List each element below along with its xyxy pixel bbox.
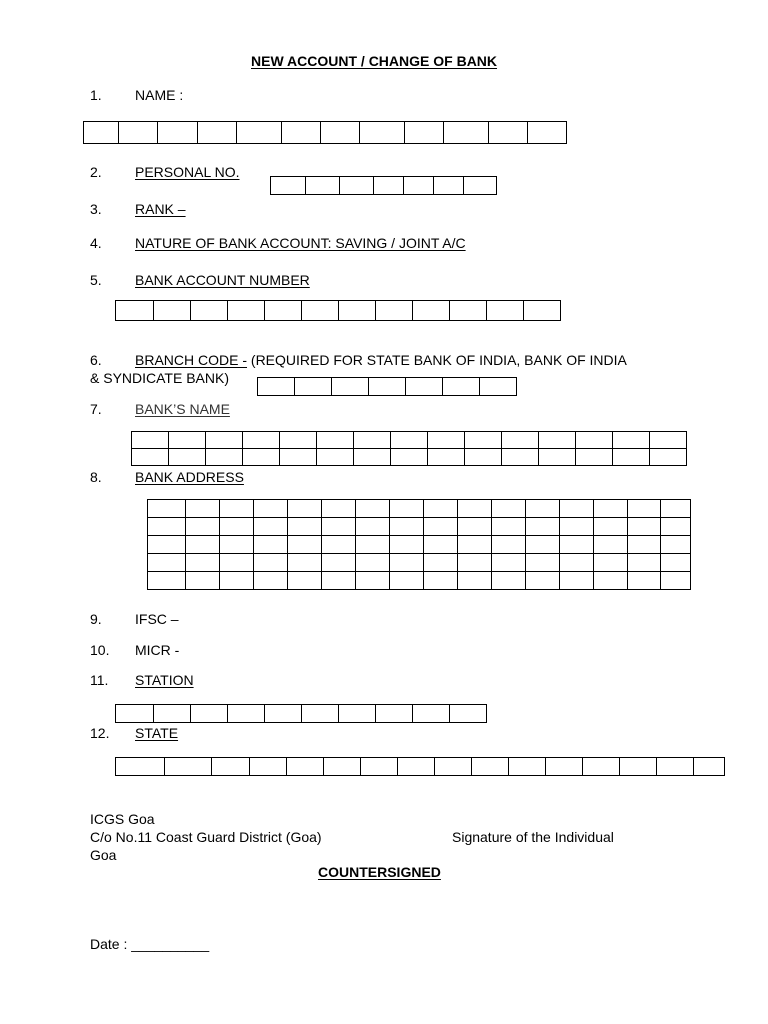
char-box[interactable]	[449, 704, 487, 723]
char-box[interactable]	[321, 517, 356, 536]
char-box[interactable]	[433, 176, 464, 195]
char-box[interactable]	[249, 757, 287, 776]
char-box[interactable]	[301, 300, 339, 321]
item-number-12: 12.	[90, 725, 110, 741]
char-box[interactable]	[118, 121, 158, 144]
char-box[interactable]	[423, 517, 458, 536]
char-box[interactable]	[457, 517, 492, 536]
char-box[interactable]	[321, 535, 356, 554]
item-number-7: 7.	[90, 401, 102, 417]
personal-no-boxes[interactable]	[270, 176, 496, 194]
char-box[interactable]	[649, 431, 687, 449]
box-row	[147, 553, 690, 571]
item-number-9: 9.	[90, 611, 102, 627]
char-box[interactable]	[355, 517, 390, 536]
box-row	[270, 176, 496, 194]
char-box[interactable]	[389, 535, 424, 554]
char-box[interactable]	[397, 757, 435, 776]
char-box[interactable]	[508, 757, 546, 776]
char-box[interactable]	[593, 499, 628, 518]
char-box[interactable]	[389, 571, 424, 590]
char-box[interactable]	[316, 448, 354, 466]
char-box[interactable]	[236, 121, 282, 144]
char-box[interactable]	[491, 571, 526, 590]
char-box[interactable]	[219, 517, 254, 536]
char-box[interactable]	[479, 377, 517, 396]
char-box[interactable]	[427, 448, 465, 466]
station-label: STATION	[135, 672, 194, 688]
char-box[interactable]	[471, 757, 509, 776]
account-nature-label: NATURE OF BANK ACCOUNT: SAVING / JOINT A/C	[135, 235, 466, 251]
char-box[interactable]	[219, 535, 254, 554]
form-title: NEW ACCOUNT / CHANGE OF BANK	[251, 53, 498, 69]
char-box[interactable]	[147, 499, 186, 518]
char-box[interactable]	[575, 448, 613, 466]
char-box[interactable]	[219, 553, 254, 572]
char-box[interactable]	[660, 553, 691, 572]
char-box[interactable]	[305, 176, 340, 195]
char-box[interactable]	[649, 448, 687, 466]
char-box[interactable]	[264, 300, 302, 321]
char-box[interactable]	[693, 757, 725, 776]
item-number-4: 4.	[90, 235, 102, 251]
char-box[interactable]	[593, 517, 628, 536]
char-box[interactable]	[355, 571, 390, 590]
char-box[interactable]	[279, 448, 317, 466]
char-box[interactable]	[321, 553, 356, 572]
char-box[interactable]	[449, 300, 487, 321]
char-box[interactable]	[491, 499, 526, 518]
item-number-8: 8.	[90, 469, 102, 485]
box-row	[147, 535, 690, 553]
char-box[interactable]	[115, 300, 154, 321]
char-box[interactable]	[627, 571, 661, 590]
bank-name-label: BANK’S NAME	[135, 401, 230, 417]
name-label: NAME :	[135, 87, 184, 103]
char-box[interactable]	[197, 121, 237, 144]
char-box[interactable]	[427, 431, 465, 449]
char-box[interactable]	[242, 431, 280, 449]
char-box[interactable]	[355, 499, 390, 518]
box-row	[257, 377, 516, 395]
char-box[interactable]	[287, 571, 322, 590]
char-box[interactable]	[464, 431, 502, 449]
char-box[interactable]	[164, 757, 212, 776]
branch-code-heading	[135, 353, 627, 367]
char-box[interactable]	[185, 535, 220, 554]
item-number-5: 5.	[90, 272, 102, 288]
char-box[interactable]	[373, 176, 404, 195]
char-box[interactable]	[219, 499, 254, 518]
box-row	[115, 704, 486, 722]
char-box[interactable]	[323, 757, 361, 776]
char-box[interactable]	[559, 517, 594, 536]
char-box[interactable]	[527, 121, 567, 144]
char-box[interactable]	[491, 535, 526, 554]
char-box[interactable]	[525, 553, 560, 572]
char-box[interactable]	[390, 448, 428, 466]
char-box[interactable]	[660, 499, 691, 518]
char-box[interactable]	[185, 499, 220, 518]
char-box[interactable]	[559, 499, 594, 518]
char-box[interactable]	[147, 517, 186, 536]
office-address-line3: Goa	[90, 847, 117, 863]
char-box[interactable]	[281, 121, 321, 144]
char-box[interactable]	[559, 571, 594, 590]
box-row	[147, 571, 690, 589]
box-row	[83, 121, 566, 143]
char-box[interactable]	[264, 704, 302, 723]
char-box[interactable]	[412, 704, 450, 723]
char-box[interactable]	[423, 535, 458, 554]
char-box[interactable]	[627, 553, 661, 572]
char-box[interactable]	[253, 553, 288, 572]
char-box[interactable]	[301, 704, 339, 723]
char-box[interactable]	[463, 176, 497, 195]
char-box[interactable]	[612, 431, 650, 449]
item-number-6: 6.	[90, 352, 102, 368]
char-box[interactable]	[389, 517, 424, 536]
char-box[interactable]	[353, 431, 391, 449]
char-box[interactable]	[403, 176, 434, 195]
item-number-1: 1.	[90, 87, 102, 103]
char-box[interactable]	[115, 757, 165, 776]
char-box[interactable]	[501, 448, 539, 466]
char-box[interactable]	[253, 571, 288, 590]
char-box[interactable]	[457, 553, 492, 572]
char-box[interactable]	[593, 553, 628, 572]
char-box[interactable]	[525, 535, 560, 554]
char-box[interactable]	[360, 757, 398, 776]
char-box[interactable]	[205, 431, 243, 449]
char-box[interactable]	[185, 571, 220, 590]
branch-code-note: (REQUIRED FOR STATE BANK OF INDIA, BANK OF INDIA	[247, 352, 627, 368]
char-box[interactable]	[286, 757, 324, 776]
char-box[interactable]	[190, 704, 228, 723]
char-box[interactable]	[153, 704, 191, 723]
box-row	[115, 757, 724, 775]
char-box[interactable]	[523, 300, 561, 321]
char-box[interactable]	[157, 121, 198, 144]
box-row	[115, 300, 560, 320]
box-row	[147, 517, 690, 535]
bank-name-boxes[interactable]	[131, 431, 686, 465]
char-box[interactable]	[321, 571, 356, 590]
char-box[interactable]	[405, 377, 443, 396]
char-box[interactable]	[627, 535, 661, 554]
micr-label: MICR -	[135, 642, 180, 658]
char-box[interactable]	[185, 517, 220, 536]
char-box[interactable]	[338, 300, 376, 321]
box-row	[131, 431, 686, 448]
char-box[interactable]	[488, 121, 528, 144]
char-box[interactable]	[619, 757, 657, 776]
char-box[interactable]	[538, 448, 576, 466]
char-box[interactable]	[131, 431, 169, 449]
char-box[interactable]	[375, 300, 413, 321]
char-box[interactable]	[83, 121, 119, 144]
countersigned-heading: COUNTERSIGNED	[318, 864, 441, 880]
char-box[interactable]	[316, 431, 354, 449]
char-box[interactable]	[525, 517, 560, 536]
char-box[interactable]	[338, 704, 376, 723]
char-box[interactable]	[423, 571, 458, 590]
char-box[interactable]	[168, 448, 206, 466]
char-box[interactable]	[115, 704, 154, 723]
char-box[interactable]	[320, 121, 360, 144]
char-box[interactable]	[593, 571, 628, 590]
personal-no-label: PERSONAL NO.	[135, 164, 240, 180]
state-boxes[interactable]	[115, 757, 724, 775]
char-box[interactable]	[390, 431, 428, 449]
char-box[interactable]	[404, 121, 444, 144]
char-box[interactable]	[423, 499, 458, 518]
char-box[interactable]	[211, 757, 250, 776]
account-number-boxes[interactable]	[115, 300, 560, 320]
item-number-2: 2.	[90, 164, 102, 180]
name-boxes[interactable]	[83, 121, 566, 143]
char-box[interactable]	[457, 535, 492, 554]
char-box[interactable]	[287, 553, 322, 572]
char-box[interactable]	[491, 553, 526, 572]
char-box[interactable]	[660, 535, 691, 554]
char-box[interactable]	[147, 535, 186, 554]
char-box[interactable]	[656, 757, 694, 776]
office-address-line2: C/o No.11 Coast Guard District (Goa)	[90, 829, 322, 845]
char-box[interactable]	[627, 499, 661, 518]
char-box[interactable]	[321, 499, 356, 518]
office-address-line1: ICGS Goa	[90, 811, 155, 827]
ifsc-label: IFSC –	[135, 611, 179, 627]
signature-label: Signature of the Individual	[452, 829, 614, 845]
char-box[interactable]	[279, 431, 317, 449]
char-box[interactable]	[185, 553, 220, 572]
char-box[interactable]	[538, 431, 576, 449]
char-box[interactable]	[559, 553, 594, 572]
char-box[interactable]	[355, 535, 390, 554]
char-box[interactable]	[457, 571, 492, 590]
char-box[interactable]	[457, 499, 492, 518]
char-box[interactable]	[147, 553, 186, 572]
char-box[interactable]	[153, 300, 191, 321]
account-number-label: BANK ACCOUNT NUMBER	[135, 272, 310, 288]
char-box[interactable]	[660, 571, 691, 590]
char-box[interactable]	[545, 757, 583, 776]
char-box[interactable]	[190, 300, 228, 321]
char-box[interactable]	[412, 300, 450, 321]
char-box[interactable]	[389, 553, 424, 572]
char-box[interactable]	[442, 377, 480, 396]
char-box[interactable]	[501, 431, 539, 449]
char-box[interactable]	[227, 704, 265, 723]
branch-code-label: BRANCH CODE -	[135, 352, 248, 368]
char-box[interactable]	[287, 499, 322, 518]
char-box[interactable]	[287, 535, 322, 554]
char-box[interactable]	[205, 448, 243, 466]
branch-code-boxes[interactable]	[257, 377, 516, 395]
char-box[interactable]	[368, 377, 406, 396]
char-box[interactable]	[270, 176, 306, 195]
station-boxes[interactable]	[115, 704, 486, 722]
char-box[interactable]	[147, 571, 186, 590]
char-box[interactable]	[375, 704, 413, 723]
rank-label: RANK –	[135, 201, 186, 217]
char-box[interactable]	[253, 535, 288, 554]
char-box[interactable]	[491, 517, 526, 536]
char-box[interactable]	[339, 176, 374, 195]
branch-code-note-line2: & SYNDICATE BANK)	[90, 370, 229, 386]
char-box[interactable]	[434, 757, 472, 776]
char-box[interactable]	[525, 571, 560, 590]
char-box[interactable]	[257, 377, 295, 396]
char-box[interactable]	[168, 431, 206, 449]
char-box[interactable]	[443, 121, 489, 144]
char-box[interactable]	[353, 448, 391, 466]
char-box[interactable]	[219, 571, 254, 590]
char-box[interactable]	[593, 535, 628, 554]
char-box[interactable]	[525, 499, 560, 518]
char-box[interactable]	[253, 517, 288, 536]
char-box[interactable]	[287, 517, 322, 536]
char-box[interactable]	[253, 499, 288, 518]
char-box[interactable]	[355, 553, 390, 572]
char-box[interactable]	[612, 448, 650, 466]
char-box[interactable]	[660, 517, 691, 536]
bank-address-boxes[interactable]	[147, 499, 690, 589]
state-label: STATE	[135, 725, 179, 741]
bank-address-label: BANK ADDRESS	[135, 469, 244, 485]
item-number-10: 10.	[90, 642, 110, 658]
char-box[interactable]	[559, 535, 594, 554]
char-box[interactable]	[331, 377, 369, 396]
char-box[interactable]	[582, 757, 620, 776]
char-box[interactable]	[627, 517, 661, 536]
char-box[interactable]	[575, 431, 613, 449]
item-number-3: 3.	[90, 201, 102, 217]
item-number-11: 11.	[90, 672, 109, 688]
char-box[interactable]	[423, 553, 458, 572]
box-row	[147, 499, 690, 517]
char-box[interactable]	[131, 448, 169, 466]
char-box[interactable]	[242, 448, 280, 466]
char-box[interactable]	[294, 377, 332, 396]
char-box[interactable]	[464, 448, 502, 466]
char-box[interactable]	[486, 300, 524, 321]
date-field: Date : __________	[90, 936, 210, 952]
char-box[interactable]	[227, 300, 265, 321]
char-box[interactable]	[389, 499, 424, 518]
char-box[interactable]	[359, 121, 405, 144]
box-row	[131, 448, 686, 465]
